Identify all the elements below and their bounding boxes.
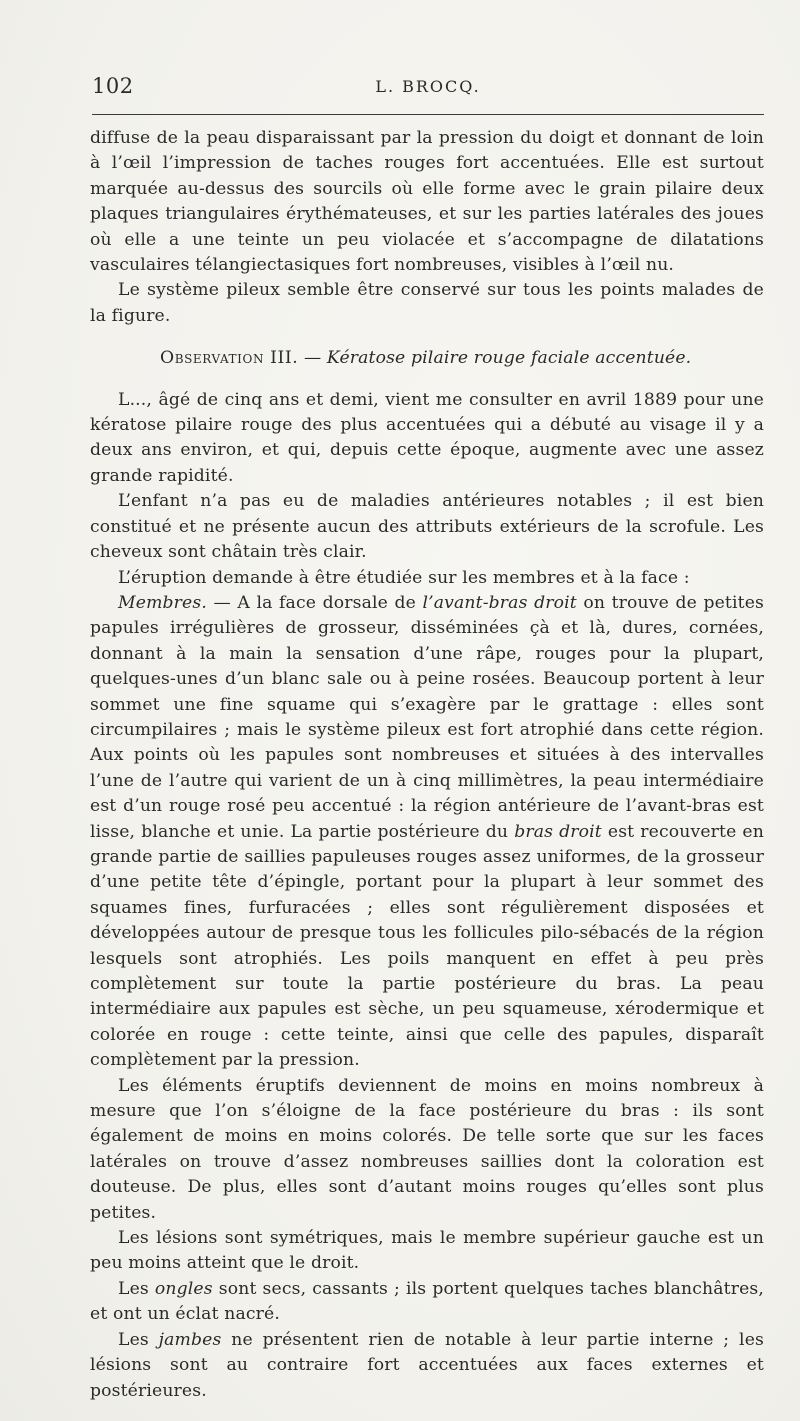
membres-text-2: on trouve de petites papules irrégulières de grosseur, disséminées çà et là, dures, cornées, donnant à la main la sensation d’une râpe, rouges pour la plupart, quelques-unes d’un blanc sale ou à peine rosées. Beaucoup portent à leur sommet une fine squame qui s’exagère par le grattage : elles sont circumpilaires ; mais le système pileux est fort atrophié dans cette région. Aux points où les papules sont nombreuses et situées à des intervalles l’une de l’autre qui varient de un à cinq millimètres, la peau intermédiaire est d’un rouge rosé peu accentué : la région antérieure de l’avant-bras est lisse, blanche et unie. La partie postérieure du xyxy=(90,592,764,842)
paragraph-membres xyxy=(90,591,764,1074)
bras-droit-term: bras droit xyxy=(514,821,602,842)
ongles-text-2: sont secs, cassants ; ils portent quelques taches blanchâtres, et ont un éclat nacré. xyxy=(90,1278,764,1325)
jambes-text-1: Les xyxy=(118,1329,159,1350)
membres-text-1: — A la face dorsale de xyxy=(206,592,423,613)
paragraph-ongles xyxy=(90,1277,764,1328)
paragraph-pilary-system: Le système pileux semble être conservé sur tous les points malades de la figure. xyxy=(90,280,764,326)
header-rule xyxy=(92,114,764,115)
avant-bras-term: l’avant-bras droit xyxy=(422,592,577,613)
paragraph-jambes xyxy=(90,1328,764,1404)
running-title: L. BROCQ. xyxy=(375,77,481,96)
paragraph-patient-history: L..., âgé de cinq ans et demi, vient me consulter en avril 1889 pour une kératose pilaire rouge des plus accentuées qui a débuté au visage il y a deux ans environ, et qui, depuis cette époque, augmente avec une assez grande rapidité. xyxy=(90,389,764,486)
observation-title: Kératose pilaire rouge faciale accentuée. xyxy=(326,348,692,369)
observation-label: Observation III. xyxy=(160,348,299,369)
paragraph-continuation: diffuse de la peau disparaissant par la pression du doigt et donnant de loin à l’œil l’impression de taches rouges fort accentuées. Elle est surtout marquée au-dessus des sourcils où elle forme avec le grain pilaire deux plaques triangulaires érythémateuses, et sur les parties latérales des joues où elle a une teinte un peu violacée et s’accompagne de dilatations vasculaires télangiectasiques fort nombreuses, visibles à l’œil nu. xyxy=(90,128,764,276)
membres-text-3: est recouverte en grande partie de saillies papuleuses rouges assez uniformes, de la grosseur d’une petite tête d’épingle, portant pour la plupart à leur sommet des squames fines, furfuracées ; elles sont régulièrement disposées et développées autour de presque tous les follicules pilo-sébacés de la région lesquels sont atrophiés. Les poils manquent en effet à peu près complètement sur toute la partie postérieure du bras. La peau intermédiaire aux papules est sèche, un peu squameuse, xérodermique et colorée en rouge : cette teinte, ainsi que celle des papules, disparaît complètement par la pression. xyxy=(90,821,764,1071)
jambes-term: jambes xyxy=(158,1329,222,1350)
ongles-text-1: Les xyxy=(118,1278,155,1299)
observation-dash: — xyxy=(298,348,327,369)
paragraph-eruption-intro: L’éruption demande à être étudiée sur les membres et à la face : xyxy=(118,567,690,588)
running-head xyxy=(92,74,764,100)
paragraph-symmetry: Les lésions sont symétriques, mais le membre supérieur gauche est un peu moins atteint que le droit. xyxy=(90,1228,764,1274)
jambes-text-2: ne présentent rien de notable à leur partie interne ; les lésions sont au contraire fort accentuées aux faces externes et postérieures. xyxy=(90,1329,764,1401)
body-text xyxy=(90,126,764,1404)
page-number: 102 xyxy=(92,74,134,98)
paragraph-eruptive-elements: Les éléments éruptifs deviennent de moins en moins nombreux à mesure que l’on s’éloigne de la face postérieure du bras : ils sont également de moins en moins colorés. De telle sorte que sur les faces latérales on trouve d’assez nombreuses saillies dont la coloration est douteuse. De plus, elles sont d’autant moins rouges qu’elles sont plus petites. xyxy=(90,1075,764,1223)
paragraph-antecedents: L’enfant n’a pas eu de maladies antérieures notables ; il est bien constitué et ne présente aucun des attributs extérieurs de la scrofule. Les cheveux sont châtain très clair. xyxy=(90,491,764,563)
observation-heading xyxy=(90,346,764,371)
ongles-term: ongles xyxy=(154,1278,213,1299)
membres-label: Membres. xyxy=(118,592,207,613)
